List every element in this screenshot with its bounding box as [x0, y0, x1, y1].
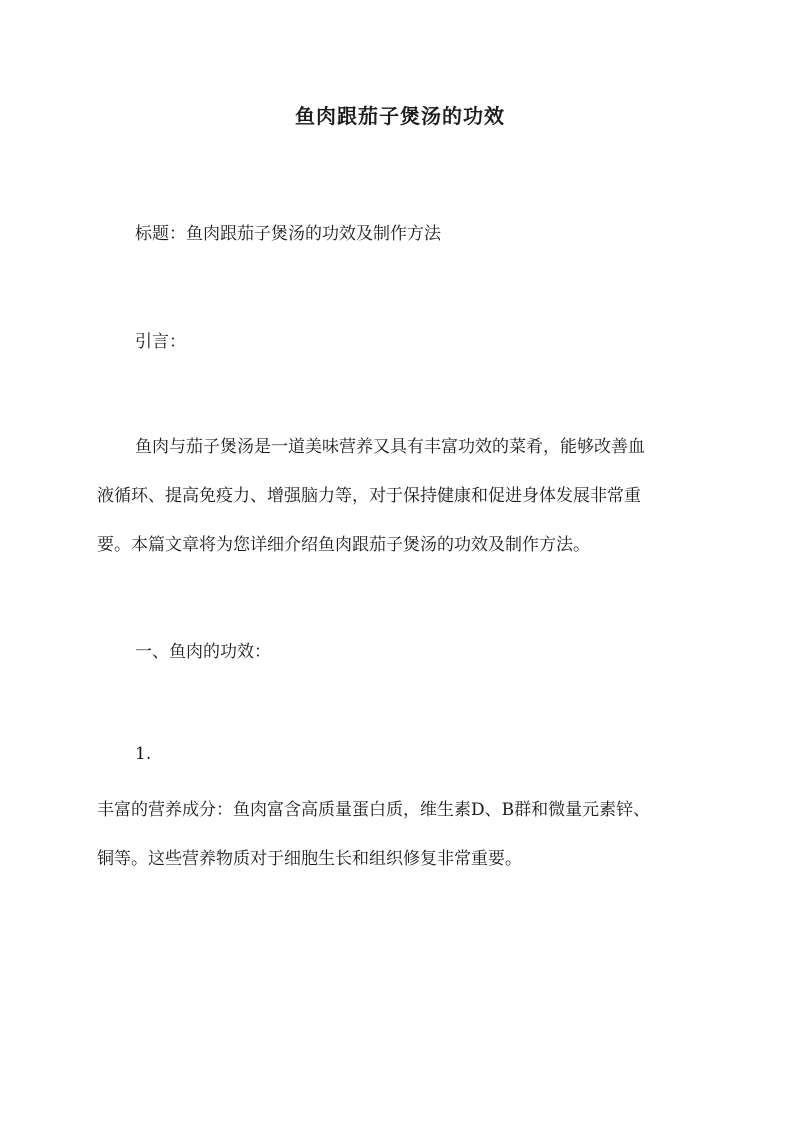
intro-paragraph-line-3: 要。本篇文章将为您详细介绍鱼肉跟茄子煲汤的功效及制作方法。	[97, 535, 590, 555]
item1-number: 1.	[135, 744, 152, 764]
intro-paragraph-line-2: 液循环、提高免疫力、增强脑力等，对于保持健康和促进身体发展非常重	[97, 486, 641, 506]
subtitle-line: 标题：鱼肉跟茄子煲汤的功效及制作方法	[135, 224, 441, 244]
intro-paragraph-line-1: 鱼肉与茄子煲汤是一道美味营养又具有丰富功效的菜肴，能够改善血	[135, 437, 645, 457]
intro-heading: 引言：	[135, 332, 186, 352]
item1-text-line-2: 铜等。这些营养物质对于细胞生长和组织修复非常重要。	[97, 849, 522, 869]
section1-heading: 一、鱼肉的功效：	[135, 642, 271, 662]
document-title: 鱼肉跟茄子煲汤的功效	[295, 104, 505, 128]
item1-text-line-1: 丰富的营养成分：鱼肉富含高质量蛋白质，维生素D、B群和微量元素锌、	[97, 800, 651, 820]
